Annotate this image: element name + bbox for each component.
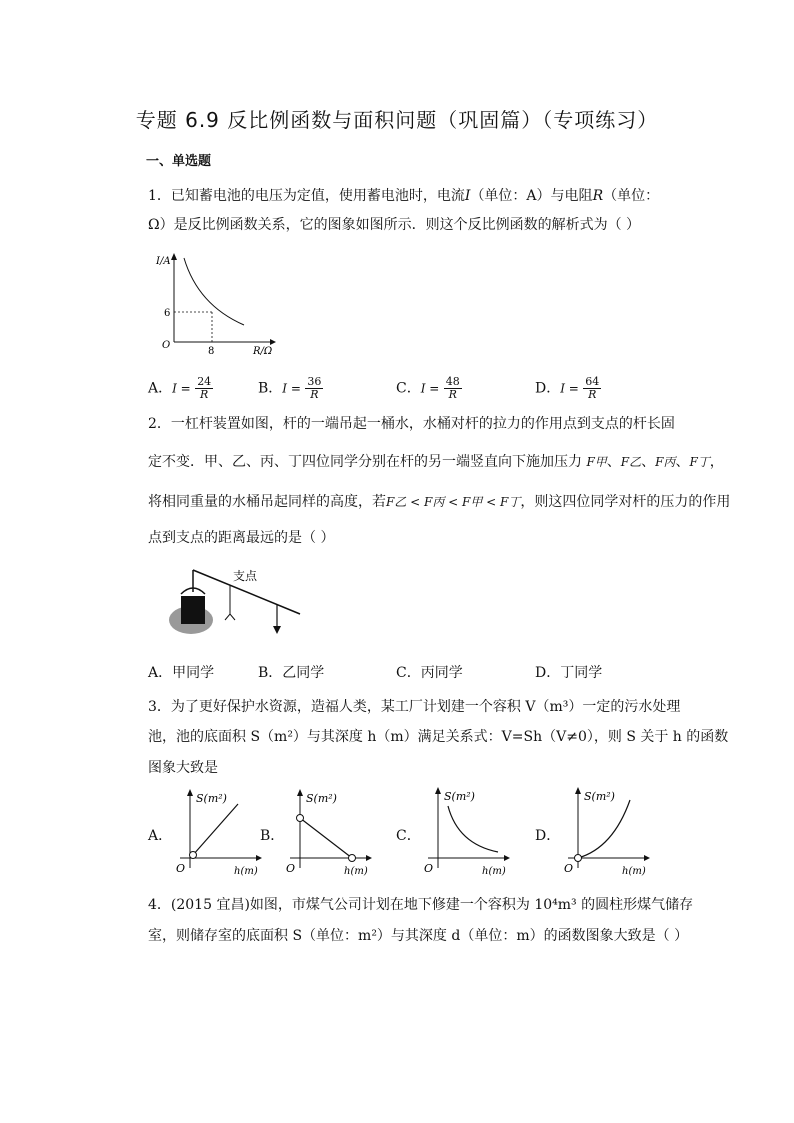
- q2-line3: 将相同重量的水桶吊起同样的高度，若F乙 < F丙 < F甲 < F丁，则这四位同学对杆的压力的作用: [148, 494, 731, 510]
- q3-option-a[interactable]: A．: [148, 828, 173, 844]
- q1-xlabel: R/Ω: [253, 346, 273, 357]
- q1-option-c-fraction: $\frac{48}{R}$: [445, 375, 460, 401]
- q2-force-jia: F甲: [586, 455, 607, 469]
- q1-option-d-fraction: $\frac{64}{R}$: [585, 375, 600, 401]
- q3a-y-arrow-icon: [187, 789, 193, 796]
- q1-ylabel: I/A: [156, 256, 171, 267]
- q2-inequality: F乙 < F丙 < F甲 < F丁: [386, 495, 521, 509]
- q3b-x-arrow-icon: [366, 855, 372, 861]
- q3-graph-d: [558, 786, 658, 882]
- q3c-curve: [448, 806, 498, 852]
- q2-lever-figure: [155, 562, 315, 642]
- q3-option-c[interactable]: C．: [396, 828, 421, 844]
- q3b-open-point-end: [349, 855, 356, 862]
- q2-line2: 定不变．甲、乙、丙、丁四位同学分别在杆的另一端竖直向下施加压力 F甲、F乙、F丙、F丁，: [148, 454, 724, 470]
- q2-force-bing: F丙: [655, 455, 676, 469]
- q3d-ylabel: S(m²): [584, 790, 615, 803]
- q2-force-ding: F丁: [689, 455, 710, 469]
- q3b-open-point-top: [297, 815, 304, 822]
- q3b-line: [300, 818, 352, 858]
- q4-line2: 室，则储存室的底面积 S（单位：m²）与其深度 d（单位：m）的函数图象大致是（ ）: [148, 928, 689, 944]
- q3a-line: [193, 804, 238, 855]
- q3-line2: 池，池的底面积 S（m²）与其深度 h（m）满足关系式：V=Sh（V≠0），则 S 关于 h 的函数: [148, 729, 729, 745]
- force-arrow-icon: [273, 626, 281, 634]
- q3c-xlabel: h(m): [482, 866, 506, 877]
- q1-line1: 1．已知蓄电池的电压为定值，使用蓄电池时，电流I（单位：A）与电阻R（单位：: [148, 188, 660, 204]
- q2-option-d[interactable]: D．丁同学: [535, 665, 603, 681]
- fulcrum-icon: [225, 614, 235, 620]
- q3b-ylabel: S(m²): [306, 792, 337, 805]
- q1-curve: [184, 258, 244, 325]
- q2-line4: 点到支点的距离最远的是（ ）: [148, 530, 335, 546]
- q3a-x-arrow-icon: [256, 855, 262, 861]
- q1-option-b-fraction: $\frac{36}{R}$: [307, 375, 322, 401]
- q3-graph-b: [280, 786, 380, 882]
- q3d-xlabel: h(m): [622, 866, 646, 877]
- q3-option-b[interactable]: B．: [260, 828, 285, 844]
- q1-option-a-fraction: $\frac{24}{R}$: [197, 375, 212, 401]
- q3a-xlabel: h(m): [234, 866, 258, 877]
- q3d-origin: O: [564, 862, 574, 875]
- q1-option-d[interactable]: D．I = $\frac{64}{R}$: [535, 375, 600, 401]
- q2-option-c[interactable]: C．丙同学: [396, 665, 463, 681]
- page-title: 专题 6.9 反比例函数与面积问题（巩固篇）（专项练习）: [135, 108, 659, 132]
- q1-option-c[interactable]: C．I = $\frac{48}{R}$: [396, 375, 460, 401]
- q1-y-arrow-icon: [171, 253, 177, 260]
- q3c-origin: O: [424, 862, 434, 875]
- q3d-curve: [578, 800, 630, 858]
- q3-graph-a: [170, 786, 270, 882]
- q2-option-a[interactable]: A．甲同学: [148, 665, 215, 681]
- q3-graph-c: [418, 786, 518, 882]
- q3b-y-arrow-icon: [297, 789, 303, 796]
- q3a-ylabel: S(m²): [196, 792, 227, 805]
- q3a-origin: O: [176, 862, 186, 875]
- q3c-ylabel: S(m²): [444, 790, 475, 803]
- q3a-open-point: [190, 852, 197, 859]
- q3-line1: 3．为了更好保护水资源，造福人类，某工厂计划建一个容积 V（m³）一定的污水处理: [148, 699, 681, 715]
- q4-line1: 4．(2015 宜昌)如图，市煤气公司计划在地下修建一个容积为 10⁴m³ 的圆柱形煤气储存: [148, 897, 694, 913]
- bucket-icon: [181, 596, 205, 624]
- q3d-x-arrow-icon: [644, 855, 650, 861]
- q1-x-tick: 8: [208, 346, 215, 357]
- q3-option-d[interactable]: D．: [535, 828, 561, 844]
- q3d-open-point: [575, 855, 582, 862]
- q1-y-tick: 6: [164, 308, 171, 319]
- section-heading: 一、单选题: [146, 154, 212, 169]
- q2-option-b[interactable]: B．乙同学: [258, 665, 325, 681]
- q1-line2: Ω）是反比例函数关系，它的图象如图所示．则这个反比例函数的解析式为（ ）: [148, 217, 641, 233]
- q1-graph: [150, 250, 280, 360]
- q2-line1: 2．一杠杆装置如图，杆的一端吊起一桶水，水桶对杆的拉力的作用点到支点的杆长固: [148, 416, 675, 432]
- q3b-origin: O: [286, 862, 296, 875]
- q3b-xlabel: h(m): [344, 866, 368, 877]
- q2-force-yi: F乙: [620, 455, 642, 469]
- q3c-y-arrow-icon: [435, 787, 441, 794]
- q1-x-arrow-icon: [270, 339, 276, 345]
- q1-option-b[interactable]: B．I = $\frac{36}{R}$: [258, 375, 322, 401]
- q1-origin: O: [162, 340, 171, 351]
- q3c-x-arrow-icon: [504, 855, 510, 861]
- q3-line3: 图象大致是: [148, 760, 218, 776]
- q1-option-a[interactable]: A．I = $\frac{24}{R}$: [148, 375, 212, 401]
- q3d-y-arrow-icon: [575, 787, 581, 794]
- fulcrum-label: 支点: [233, 569, 258, 583]
